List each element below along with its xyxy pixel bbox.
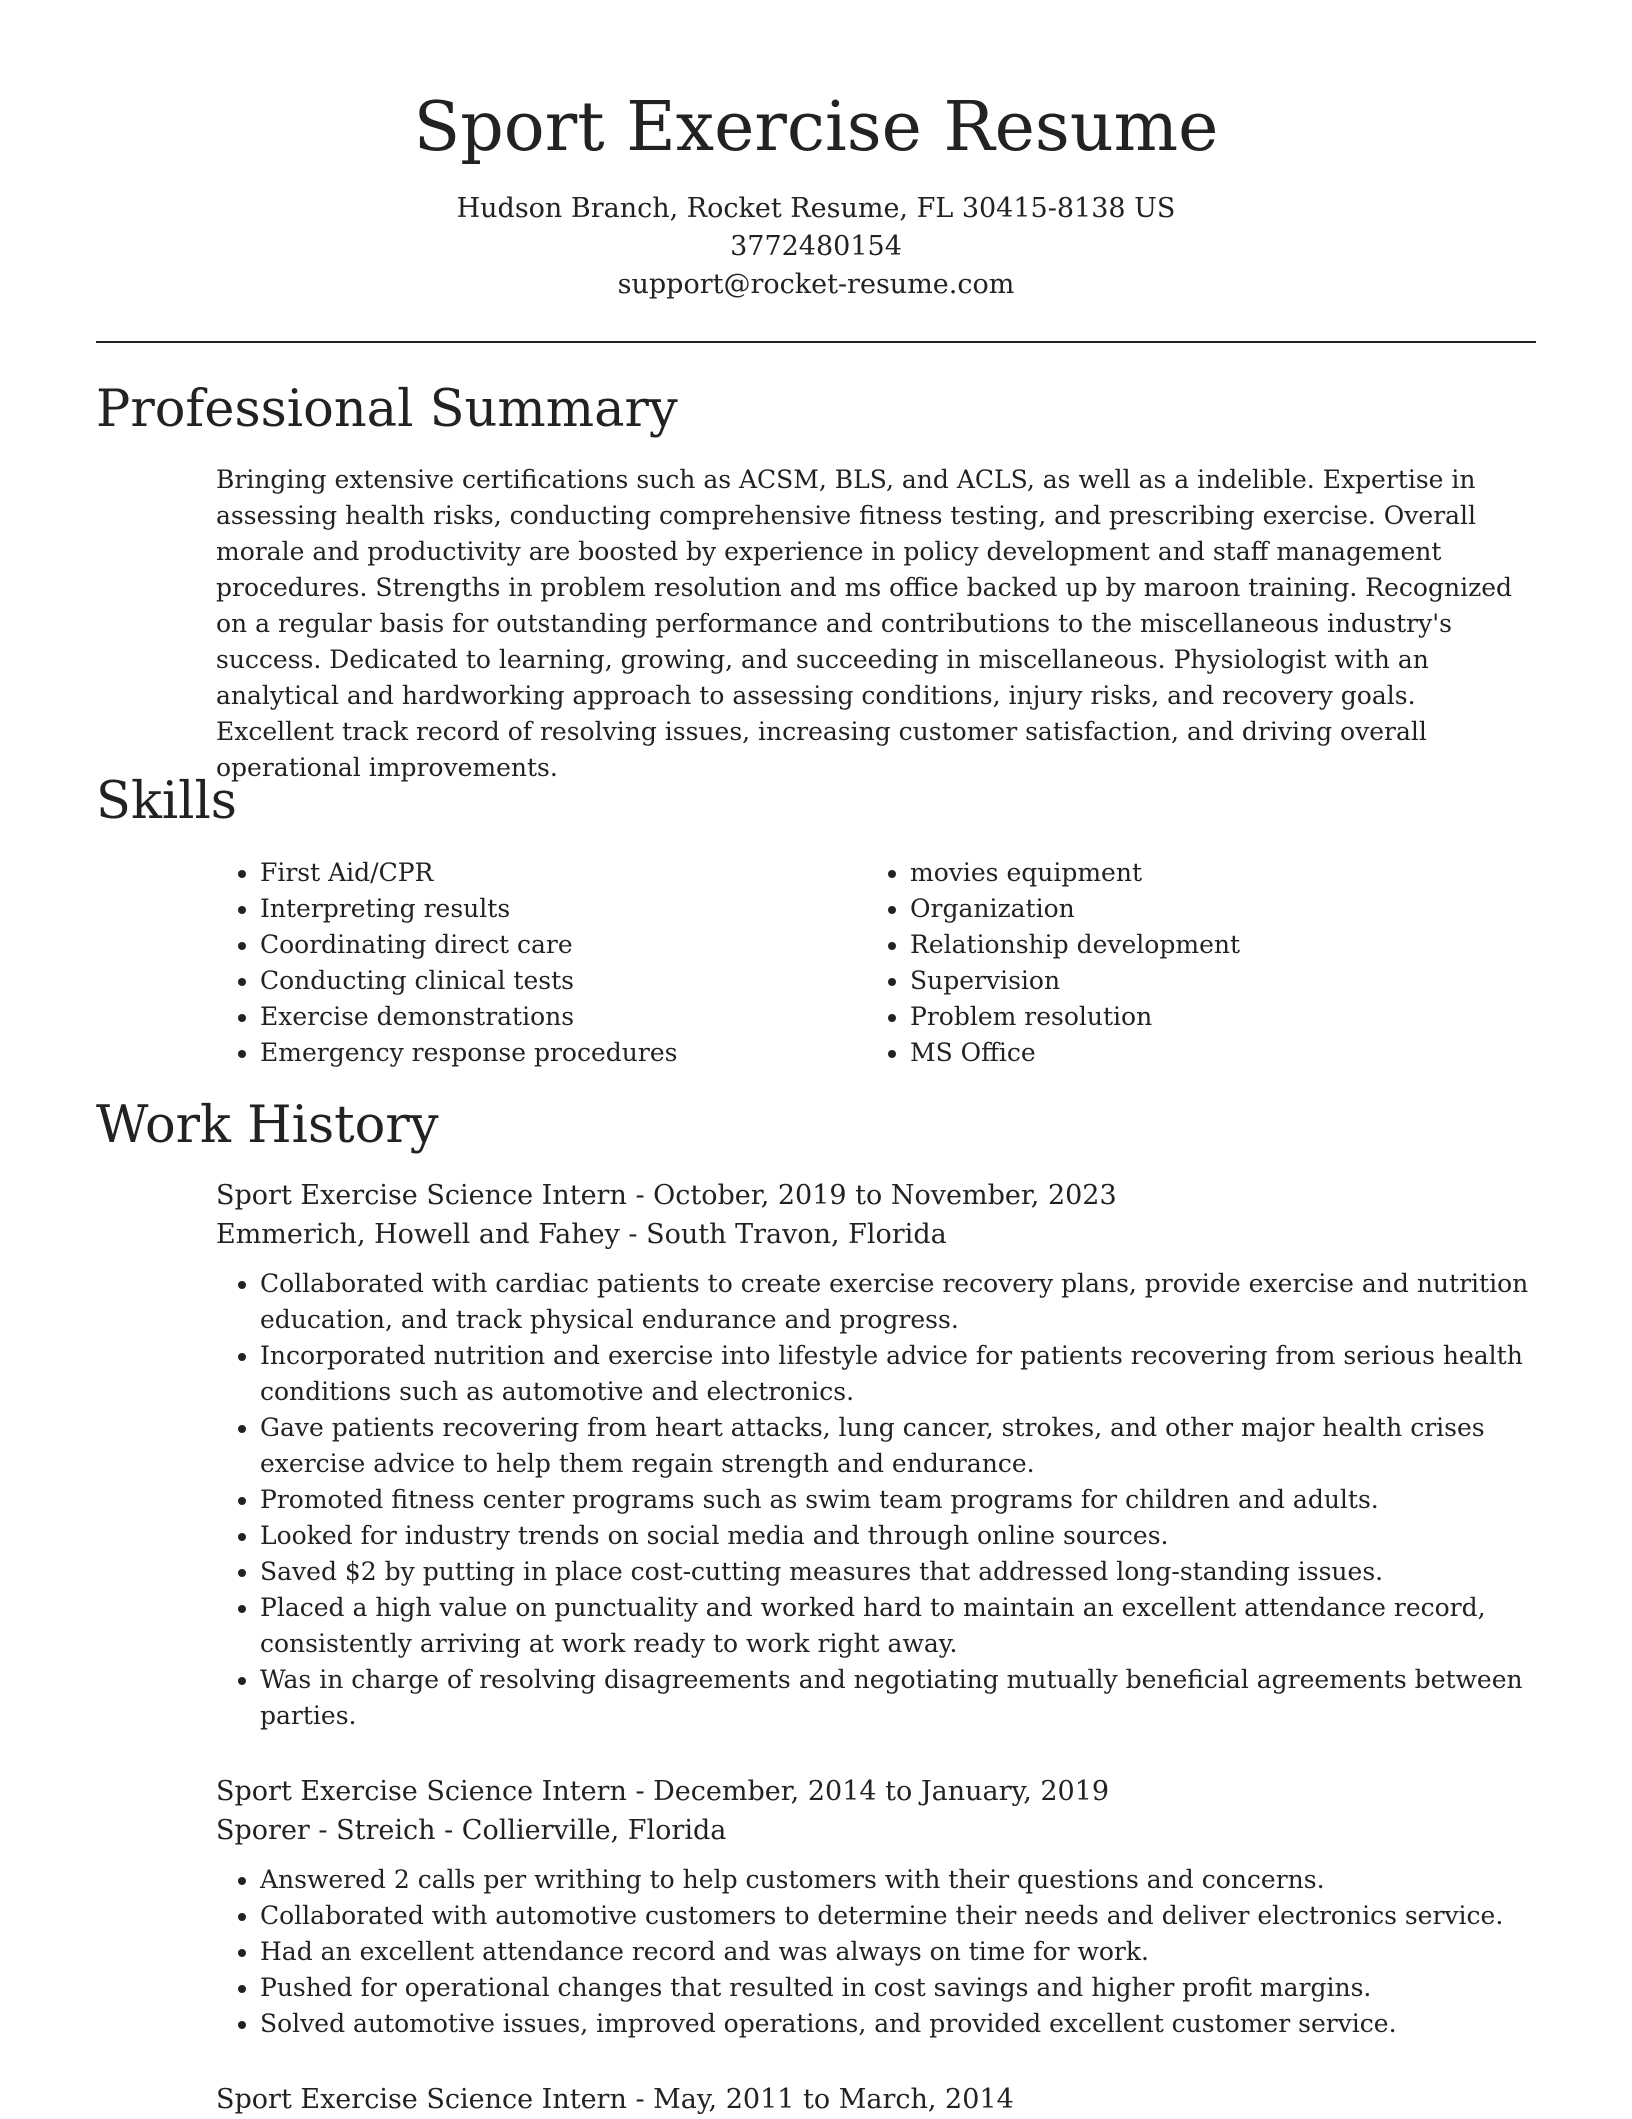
skill-item: • Interpreting results	[260, 891, 677, 927]
skills-heading: Skills	[96, 772, 237, 831]
summary-text: Bringing extensive certifications such as ACSM, BLS, and ACLS, as well as a indelible. Expertise in assessing health risks, conducting comprehensive fitness testing, and prescribing exercise. Overall morale and productivity are boosted by experience in policy development and staff management procedures. Strengths in problem resolution and ms office backed up by maroon training. Recognized on a regular basis for outstanding performance and contributions to the miscellaneous industry's success. Dedicated to learning, growing, and succeeding in miscellaneous. Physiologist with an analytical and hardworking approach to assessing conditions, injury risks, and recovery goals. Excellent track record of resolving issues, increasing customer satisfaction, and driving overall operational improvements.	[216, 465, 1513, 782]
skill-item: • Exercise demonstrations	[260, 999, 677, 1035]
skill-item: • Relationship development	[910, 927, 1240, 963]
job-title-line	[216, 1772, 1536, 1811]
duty-item: • Promoted fitness center programs such as swim team programs for children and adults.	[260, 1482, 1536, 1518]
resume-header	[96, 84, 1536, 304]
summary-heading: Professional Summary	[96, 380, 678, 439]
job-dates: - May, 2011 to March, 2014	[626, 2084, 1014, 2115]
contact-email: support@rocket-resume.com	[617, 269, 1015, 300]
job-company: Sporer - Streich	[216, 1815, 436, 1846]
job-company-line	[216, 1811, 1536, 1850]
duty-item: • Had an excellent attendance record and was always on time for work.	[260, 1934, 1536, 1970]
skill-item: • Supervision	[910, 963, 1240, 999]
resume-title: Sport Exercise Resume	[413, 88, 1219, 167]
duty-item: • Gave patients recovering from heart attacks, lung cancer, strokes, and other major health crises exercise advice to help them regain strength and endurance.	[260, 1410, 1536, 1482]
job-duties	[216, 1862, 1536, 2042]
skill-item: • Coordinating direct care	[260, 927, 677, 963]
job-entry	[216, 1772, 1536, 2042]
duty-item: • Looked for industry trends on social media and through online sources.	[260, 1518, 1536, 1554]
job-role: Sport Exercise Science Intern	[216, 1776, 627, 1807]
duty-item: • Placed a high value on punctuality and worked hard to maintain an excellent attendance record, consistently arriving at work ready to work right away.	[260, 1590, 1536, 1662]
duty-item: • Solved automotive issues, improved operations, and provided excellent customer service.	[260, 2006, 1536, 2042]
job-dates: - December, 2014 to January, 2019	[626, 1776, 1110, 1807]
skill-item: • First Aid/CPR	[260, 855, 677, 891]
skill-item: • Organization	[910, 891, 1240, 927]
duty-item: • Answered 2 calls per writhing to help customers with their questions and concerns.	[260, 1862, 1536, 1898]
work-history-heading: Work History	[96, 1096, 439, 1155]
job-dates: - October, 2019 to November, 2023	[626, 1180, 1117, 1211]
job-company-line	[216, 1215, 1536, 1254]
skills-column-2	[866, 855, 1240, 1071]
duty-item: • Was in charge of resolving disagreements and negotiating mutually beneficial agreements between parties.	[260, 1662, 1536, 1734]
duty-item: • Incorporated nutrition and exercise into lifestyle advice for patients recovering from serious health conditions such as automotive and electronics.	[260, 1338, 1536, 1410]
skill-item: • Problem resolution	[910, 999, 1240, 1035]
job-role: Sport Exercise Science Intern	[216, 1180, 627, 1211]
job-location: - South Travon, Florida	[619, 1219, 947, 1250]
skill-item: • Emergency response procedures	[260, 1035, 677, 1071]
job-company: Emmerich, Howell and Fahey	[216, 1219, 620, 1250]
duty-item: • Pushed for operational changes that resulted in cost savings and higher profit margins.	[260, 1970, 1536, 2006]
job-role: Sport Exercise Science Intern	[216, 2084, 627, 2115]
job-title-line	[216, 1176, 1536, 1215]
contact-address: Hudson Branch, Rocket Resume, FL 30415-8138 US	[456, 193, 1176, 224]
job-entry	[216, 2080, 1536, 2119]
skill-item: • MS Office	[910, 1035, 1240, 1071]
job-location: - Collierville, Florida	[435, 1815, 727, 1846]
job-duties	[216, 1266, 1536, 1734]
contact-phone: 3772480154	[730, 231, 902, 262]
duty-item: • Collaborated with automotive customers to determine their needs and deliver electronics service.	[260, 1898, 1536, 1934]
duty-item: • Saved $2 by putting in place cost-cutting measures that addressed long-standing issues.	[260, 1554, 1536, 1590]
duty-item: • Collaborated with cardiac patients to create exercise recovery plans, provide exercise and nutrition education, and track physical endurance and progress.	[260, 1266, 1536, 1338]
skills-column-1	[216, 855, 677, 1071]
job-entry	[216, 1176, 1536, 1734]
job-title-line	[216, 2080, 1536, 2119]
header-divider	[96, 341, 1536, 343]
skill-item: • movies equipment	[910, 855, 1240, 891]
skill-item: • Conducting clinical tests	[260, 963, 677, 999]
